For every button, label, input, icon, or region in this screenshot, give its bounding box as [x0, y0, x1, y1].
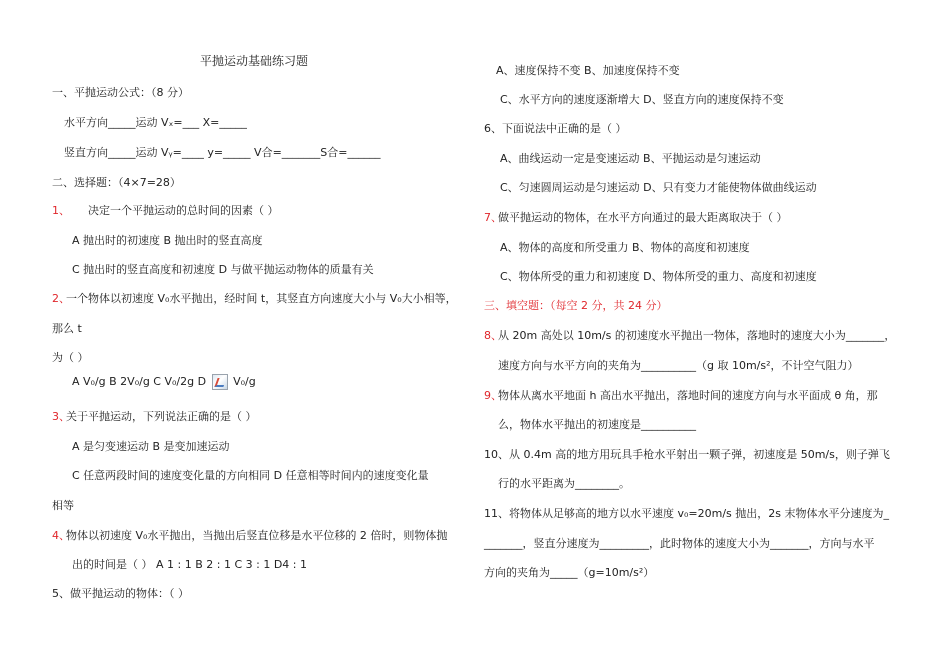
section1-heading: 一、平抛运动公式：（8 分） — [52, 86, 189, 99]
section2-heading: 二、选择题：（4×7=28） — [52, 176, 181, 189]
q7-number: 7、 — [484, 211, 502, 224]
q6-options-ab: A、曲线运动一定是变速运动 B、平抛运动是匀速运动 — [500, 152, 761, 165]
q10-line2: 行的水平距离为________。 — [498, 477, 630, 490]
q11-text: 11、将物体从足够高的地方以水平速度 v₀=20m/s 抛出，2s 末物体水平分速度为_ — [484, 507, 889, 520]
q7-options-ab: A、物体的高度和所受重力 B、物体的高度和初速度 — [500, 241, 750, 254]
q9-text: 物体从离水平地面 h 高出水平抛出，落地时间的速度方向与水平面成 θ 角，那 — [498, 389, 878, 402]
q3-text: 关于平抛运动，下列说法正确的是（ ） — [66, 410, 257, 423]
q2-options — [72, 374, 256, 390]
q7-options-cd: C、物体所受的重力和初速度 D、物体所受的重力、高度和初速度 — [500, 270, 817, 283]
q6-text: 6、下面说法中正确的是（ ） — [484, 122, 627, 135]
q4-number: 4、 — [52, 529, 70, 542]
q3-number: 3、 — [52, 410, 70, 423]
q2-options-abc: A V₀/g B 2V₀/g C V₀/2g D — [72, 375, 207, 388]
q8-text: 从 20m 高处以 10m/s 的初速度水平抛出一物体，落地时的速度大小为_______， — [498, 329, 896, 342]
s1-row1: 水平方向_____运动 Vₓ=___ X=_____ — [64, 116, 247, 129]
q5-text: 5、做平抛运动的物体：（ ） — [52, 587, 189, 600]
q3-continuation: 相等 — [52, 499, 74, 512]
q3-options-cd: C 任意两段时间的速度变化量的方向相同 D 任意相等时间内的速度变化量 — [72, 469, 429, 482]
q5-options-cd: C、水平方向的速度逐渐增大 D、竖直方向的速度保持不变 — [500, 93, 784, 106]
q2-line3: 为（ ） — [52, 351, 89, 364]
q1-text: 决定一个平抛运动的总时间的因素（ ） — [88, 204, 279, 217]
q4-line2: 出的时间是（ ） A 1 : 1 B 2 : 1 C 3 : 1 D4 : 1 — [72, 558, 307, 571]
q1-number: 1、 — [52, 204, 70, 217]
q7-text: 做平抛运动的物体，在水平方向通过的最大距离取决于（ ） — [498, 211, 788, 224]
q11-line3: 方向的夹角为_____（g=10m/s²） — [484, 566, 655, 579]
q4-text: 物体以初速度 V₀水平抛出，当抛出后竖直位移是水平位移的 2 倍时，则物体抛 — [66, 529, 448, 542]
q8-number: 8、 — [484, 329, 502, 342]
q9-line2: 么，物体水平抛出的初速度是__________ — [498, 418, 696, 431]
s1-row2: 竖直方向_____运动 Vᵧ=____ y=_____ V合=_______S合=______ — [64, 146, 381, 159]
q8-line2: 速度方向与水平方向的夹角为__________（g 取 10m/s²，不计空气阻力） — [498, 359, 859, 372]
q2-option-d: V₀/g — [233, 375, 256, 388]
q2-line2: 那么 t — [52, 322, 82, 335]
q5-options-ab: A、速度保持不变 B、加速度保持不变 — [496, 64, 680, 77]
q1-options-cd: C 抛出时的竖直高度和初速度 D 与做平抛运动物体的质量有关 — [72, 263, 374, 276]
image-placeholder-icon — [212, 374, 228, 390]
q6-options-cd: C、匀速圆周运动是匀速运动 D、只有变力才能使物体做曲线运动 — [500, 181, 817, 194]
q11-line2: _______，竖直分速度为_________，此时物体的速度大小为_______，方向与水平 — [484, 537, 875, 550]
q10-text: 10、从 0.4m 高的地方用玩具手枪水平射出一颗子弹，初速度是 50m/s，则子弹飞 — [484, 448, 890, 461]
q1-options-ab: A 抛出时的初速度 B 抛出时的竖直高度 — [72, 234, 263, 247]
q2-number: 2、 — [52, 292, 70, 305]
q9-number: 9、 — [484, 389, 502, 402]
section3-heading: 三、填空题：（每空 2 分，共 24 分） — [484, 299, 668, 312]
q3-options-ab: A 是匀变速运动 B 是变加速运动 — [72, 440, 230, 453]
q2-text: 一个物体以初速度 V₀水平抛出，经时间 t，其竖直方向速度大小与 V₀大小相等， — [66, 292, 457, 305]
page-title: 平抛运动基础练习题 — [200, 54, 309, 68]
